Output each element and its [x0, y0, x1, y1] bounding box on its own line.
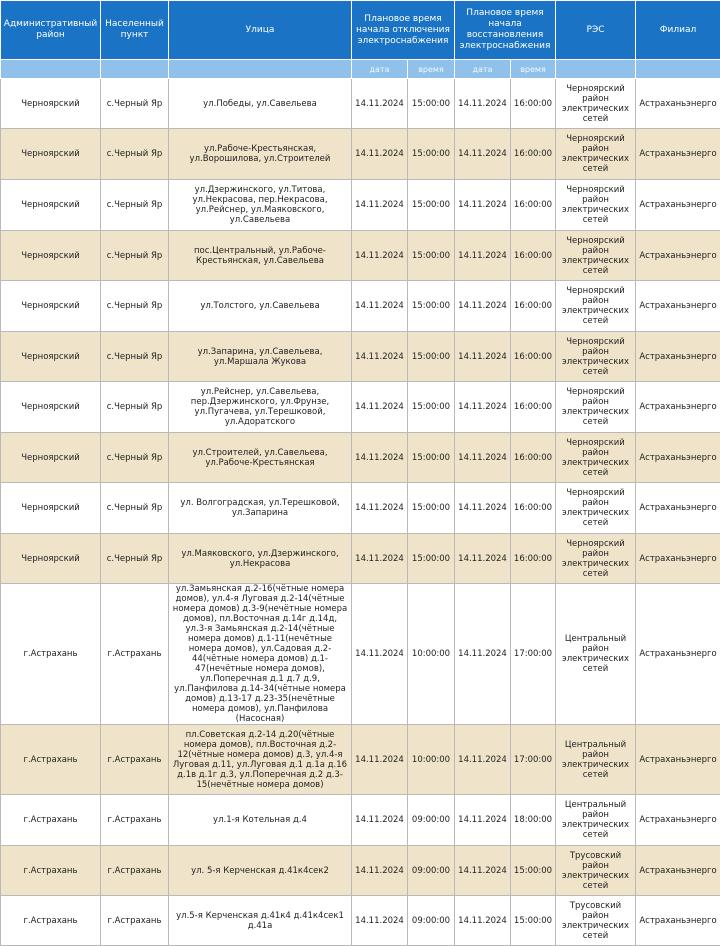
cell-end-date: 14.11.2024	[455, 281, 511, 332]
cell-branch: Астраханьэнерго	[636, 725, 720, 795]
cell-end-time: 18:00:00	[511, 795, 556, 846]
cell-end-date: 14.11.2024	[455, 725, 511, 795]
cell-end-date: 14.11.2024	[455, 332, 511, 382]
cell-end-time: 15:00:00	[511, 846, 556, 896]
cell-branch: Астраханьэнерго	[636, 382, 720, 433]
cell-street: пос.Центральный, ул.Рабоче-Крестьянская, ул.Савельева	[169, 231, 352, 281]
subheader-start-date: дата	[352, 60, 408, 79]
table-row	[1, 584, 720, 725]
cell-start-time: 10:00:00	[408, 725, 455, 795]
cell-res: Трусовский район электрических сетей	[556, 846, 636, 896]
cell-start-date: 14.11.2024	[352, 129, 408, 180]
cell-branch: Астраханьэнерго	[636, 896, 720, 946]
cell-res: Черноярский район электрических сетей	[556, 534, 636, 584]
cell-res: Черноярский район электрических сетей	[556, 281, 636, 332]
cell-branch: Астраханьэнерго	[636, 129, 720, 180]
cell-locality: с.Черный Яр	[101, 534, 169, 584]
cell-street: ул.Маяковского, ул.Дзержинского, ул.Некрасова	[169, 534, 352, 584]
cell-street: ул.5-я Керченская д.41к4 д.41к4сек1 д.41а	[169, 896, 352, 946]
header-district: Административный район	[1, 1, 101, 60]
cell-start-date: 14.11.2024	[352, 281, 408, 332]
cell-district: г.Астрахань	[1, 795, 101, 846]
cell-branch: Астраханьэнерго	[636, 846, 720, 896]
table-row	[1, 433, 720, 483]
cell-start-date: 14.11.2024	[352, 483, 408, 534]
table-row	[1, 534, 720, 584]
cell-end-time: 16:00:00	[511, 129, 556, 180]
table-row	[1, 332, 720, 382]
cell-end-time: 16:00:00	[511, 332, 556, 382]
cell-branch: Астраханьэнерго	[636, 483, 720, 534]
cell-end-time: 15:00:00	[511, 896, 556, 946]
cell-end-time: 16:00:00	[511, 79, 556, 129]
cell-district: Черноярский	[1, 281, 101, 332]
cell-district: Черноярский	[1, 332, 101, 382]
cell-end-date: 14.11.2024	[455, 433, 511, 483]
cell-street: ул.Строителей, ул.Савельева, ул.Рабоче-Крестьянская	[169, 433, 352, 483]
cell-street: ул.Замьянская д.2-16(чётные номера домов), ул.4-я Луговая д.2-14(чётные номера домов) д.3-9(нечётные номера домов), пл.Восточная д.14г д.14д, ул.3-я Замьянская д.2-14(чётные номера домов) д.1-11(нечётные номера домов), ул.Садовая д.2-44(чётные номера домов) д.1-47(нечётные номера домов), ул.Поперечная д.1 д.7 д.9, ул.Панфилова д.14-34(чётные номера домов) д.13-17 д.23-35(нечётные номера домов), ул.Панфилова (Насосная)	[169, 584, 352, 725]
cell-street: пл.Советская д.2-14 д.20(чётные номера домов), пл.Восточная д.2-12(чётные номера домов) д.3, ул.4-я Луговая д.11, ул.Луговая д.1 д.1а д.16 д.1в д.1г д.3, ул.Поперечная д.2 д.3-15(нечётные номера домов)	[169, 725, 352, 795]
cell-start-time: 15:00:00	[408, 180, 455, 231]
table-row	[1, 281, 720, 332]
cell-res: Центральный район электрических сетей	[556, 584, 636, 725]
cell-end-date: 14.11.2024	[455, 846, 511, 896]
subheader-end-date: дата	[455, 60, 511, 79]
cell-street: ул.Толстого, ул.Савельева	[169, 281, 352, 332]
cell-start-time: 09:00:00	[408, 795, 455, 846]
cell-start-time: 15:00:00	[408, 231, 455, 281]
cell-start-date: 14.11.2024	[352, 79, 408, 129]
cell-district: Черноярский	[1, 180, 101, 231]
cell-res: Черноярский район электрических сетей	[556, 180, 636, 231]
cell-district: Черноярский	[1, 129, 101, 180]
table-row	[1, 231, 720, 281]
cell-end-time: 16:00:00	[511, 382, 556, 433]
cell-branch: Астраханьэнерго	[636, 534, 720, 584]
cell-branch: Астраханьэнерго	[636, 332, 720, 382]
cell-end-time: 16:00:00	[511, 180, 556, 231]
cell-locality: с.Черный Яр	[101, 382, 169, 433]
cell-branch: Астраханьэнерго	[636, 433, 720, 483]
cell-start-date: 14.11.2024	[352, 180, 408, 231]
cell-start-time: 10:00:00	[408, 584, 455, 725]
cell-start-date: 14.11.2024	[352, 795, 408, 846]
cell-locality: с.Черный Яр	[101, 433, 169, 483]
cell-end-time: 16:00:00	[511, 231, 556, 281]
cell-locality: г.Астрахань	[101, 584, 169, 725]
cell-end-date: 14.11.2024	[455, 896, 511, 946]
subheader-start-time: время	[408, 60, 455, 79]
table-row	[1, 795, 720, 846]
cell-street: ул.1-я Котельная д.4	[169, 795, 352, 846]
cell-end-date: 14.11.2024	[455, 795, 511, 846]
header-branch: Филиал	[636, 1, 720, 60]
cell-start-time: 15:00:00	[408, 281, 455, 332]
header-street: Улица	[169, 1, 352, 60]
cell-end-date: 14.11.2024	[455, 180, 511, 231]
cell-start-time: 09:00:00	[408, 846, 455, 896]
cell-district: г.Астрахань	[1, 725, 101, 795]
cell-branch: Астраханьэнерго	[636, 180, 720, 231]
cell-locality: с.Черный Яр	[101, 281, 169, 332]
cell-street: ул.Рейснер, ул.Савельева, пер.Дзержинского, ул.Фрунзе, ул.Пугачева, ул.Терешковой, ул.Адоратского	[169, 382, 352, 433]
cell-start-time: 15:00:00	[408, 433, 455, 483]
subheader-empty	[556, 60, 636, 79]
cell-res: Черноярский район электрических сетей	[556, 332, 636, 382]
cell-end-date: 14.11.2024	[455, 79, 511, 129]
cell-end-date: 14.11.2024	[455, 129, 511, 180]
cell-district: Черноярский	[1, 231, 101, 281]
cell-locality: с.Черный Яр	[101, 332, 169, 382]
cell-res: Черноярский район электрических сетей	[556, 231, 636, 281]
cell-branch: Астраханьэнерго	[636, 79, 720, 129]
header-start-time: Плановое время начала отключения электроснабжения	[352, 1, 455, 60]
cell-start-time: 15:00:00	[408, 129, 455, 180]
cell-locality: с.Черный Яр	[101, 483, 169, 534]
table-row	[1, 180, 720, 231]
cell-branch: Астраханьэнерго	[636, 281, 720, 332]
cell-start-date: 14.11.2024	[352, 433, 408, 483]
cell-start-time: 15:00:00	[408, 534, 455, 584]
subheader-empty	[101, 60, 169, 79]
header-end-time: Плановое время начала восстановления электроснабжения	[455, 1, 556, 60]
cell-street: ул.Дзержинского, ул.Титова, ул.Некрасова, пер.Некрасова, ул.Рейснер, ул.Маяковского, ул.Савельева	[169, 180, 352, 231]
cell-branch: Астраханьэнерго	[636, 231, 720, 281]
cell-district: г.Астрахань	[1, 846, 101, 896]
cell-start-time: 15:00:00	[408, 79, 455, 129]
cell-end-time: 17:00:00	[511, 725, 556, 795]
cell-res: Черноярский район электрических сетей	[556, 382, 636, 433]
cell-locality: г.Астрахань	[101, 795, 169, 846]
cell-res: Черноярский район электрических сетей	[556, 433, 636, 483]
cell-end-date: 14.11.2024	[455, 534, 511, 584]
table-row	[1, 846, 720, 896]
cell-start-date: 14.11.2024	[352, 534, 408, 584]
cell-branch: Астраханьэнерго	[636, 795, 720, 846]
cell-district: г.Астрахань	[1, 584, 101, 725]
cell-start-date: 14.11.2024	[352, 896, 408, 946]
subheader-empty	[636, 60, 720, 79]
subheader-empty	[1, 60, 101, 79]
cell-locality: г.Астрахань	[101, 846, 169, 896]
cell-end-date: 14.11.2024	[455, 584, 511, 725]
cell-end-date: 14.11.2024	[455, 382, 511, 433]
cell-start-date: 14.11.2024	[352, 382, 408, 433]
cell-locality: с.Черный Яр	[101, 79, 169, 129]
cell-street: ул. Волгоградская, ул.Терешковой, ул.Запарина	[169, 483, 352, 534]
table-row	[1, 79, 720, 129]
cell-start-time: 15:00:00	[408, 332, 455, 382]
cell-start-time: 15:00:00	[408, 382, 455, 433]
cell-res: Центральный район электрических сетей	[556, 725, 636, 795]
table-row	[1, 129, 720, 180]
cell-res: Черноярский район электрических сетей	[556, 79, 636, 129]
cell-res: Черноярский район электрических сетей	[556, 129, 636, 180]
cell-end-date: 14.11.2024	[455, 483, 511, 534]
cell-start-date: 14.11.2024	[352, 231, 408, 281]
cell-end-time: 16:00:00	[511, 433, 556, 483]
cell-district: Черноярский	[1, 483, 101, 534]
cell-street: ул.Победы, ул.Савельева	[169, 79, 352, 129]
cell-start-time: 09:00:00	[408, 896, 455, 946]
cell-res: Черноярский район электрических сетей	[556, 483, 636, 534]
table-row	[1, 483, 720, 534]
cell-locality: г.Астрахань	[101, 896, 169, 946]
cell-street: ул.Рабоче-Крестьянская, ул.Ворошилова, ул.Строителей	[169, 129, 352, 180]
cell-district: Черноярский	[1, 433, 101, 483]
cell-end-date: 14.11.2024	[455, 231, 511, 281]
cell-end-time: 16:00:00	[511, 483, 556, 534]
cell-start-date: 14.11.2024	[352, 725, 408, 795]
table-row	[1, 382, 720, 433]
cell-start-date: 14.11.2024	[352, 332, 408, 382]
cell-start-time: 15:00:00	[408, 483, 455, 534]
cell-district: Черноярский	[1, 534, 101, 584]
cell-start-date: 14.11.2024	[352, 846, 408, 896]
cell-district: г.Астрахань	[1, 896, 101, 946]
table-body	[1, 79, 720, 946]
cell-street: ул.Запарина, ул.Савельева, ул.Маршала Жукова	[169, 332, 352, 382]
subheader-empty	[169, 60, 352, 79]
cell-street: ул. 5-я Керченская д.41к4сек2	[169, 846, 352, 896]
cell-locality: с.Черный Яр	[101, 231, 169, 281]
cell-locality: с.Черный Яр	[101, 180, 169, 231]
header-locality: Населенный пункт	[101, 1, 169, 60]
cell-start-date: 14.11.2024	[352, 584, 408, 725]
table-row	[1, 725, 720, 795]
cell-res: Трусовский район электрических сетей	[556, 896, 636, 946]
table-row	[1, 896, 720, 946]
cell-locality: с.Черный Яр	[101, 129, 169, 180]
cell-res: Центральный район электрических сетей	[556, 795, 636, 846]
cell-end-time: 16:00:00	[511, 281, 556, 332]
cell-branch: Астраханьэнерго	[636, 584, 720, 725]
subheader-end-time: время	[511, 60, 556, 79]
cell-end-time: 16:00:00	[511, 534, 556, 584]
cell-district: Черноярский	[1, 382, 101, 433]
cell-end-time: 17:00:00	[511, 584, 556, 725]
cell-district: Черноярский	[1, 79, 101, 129]
header-res: РЭС	[556, 1, 636, 60]
cell-locality: г.Астрахань	[101, 725, 169, 795]
